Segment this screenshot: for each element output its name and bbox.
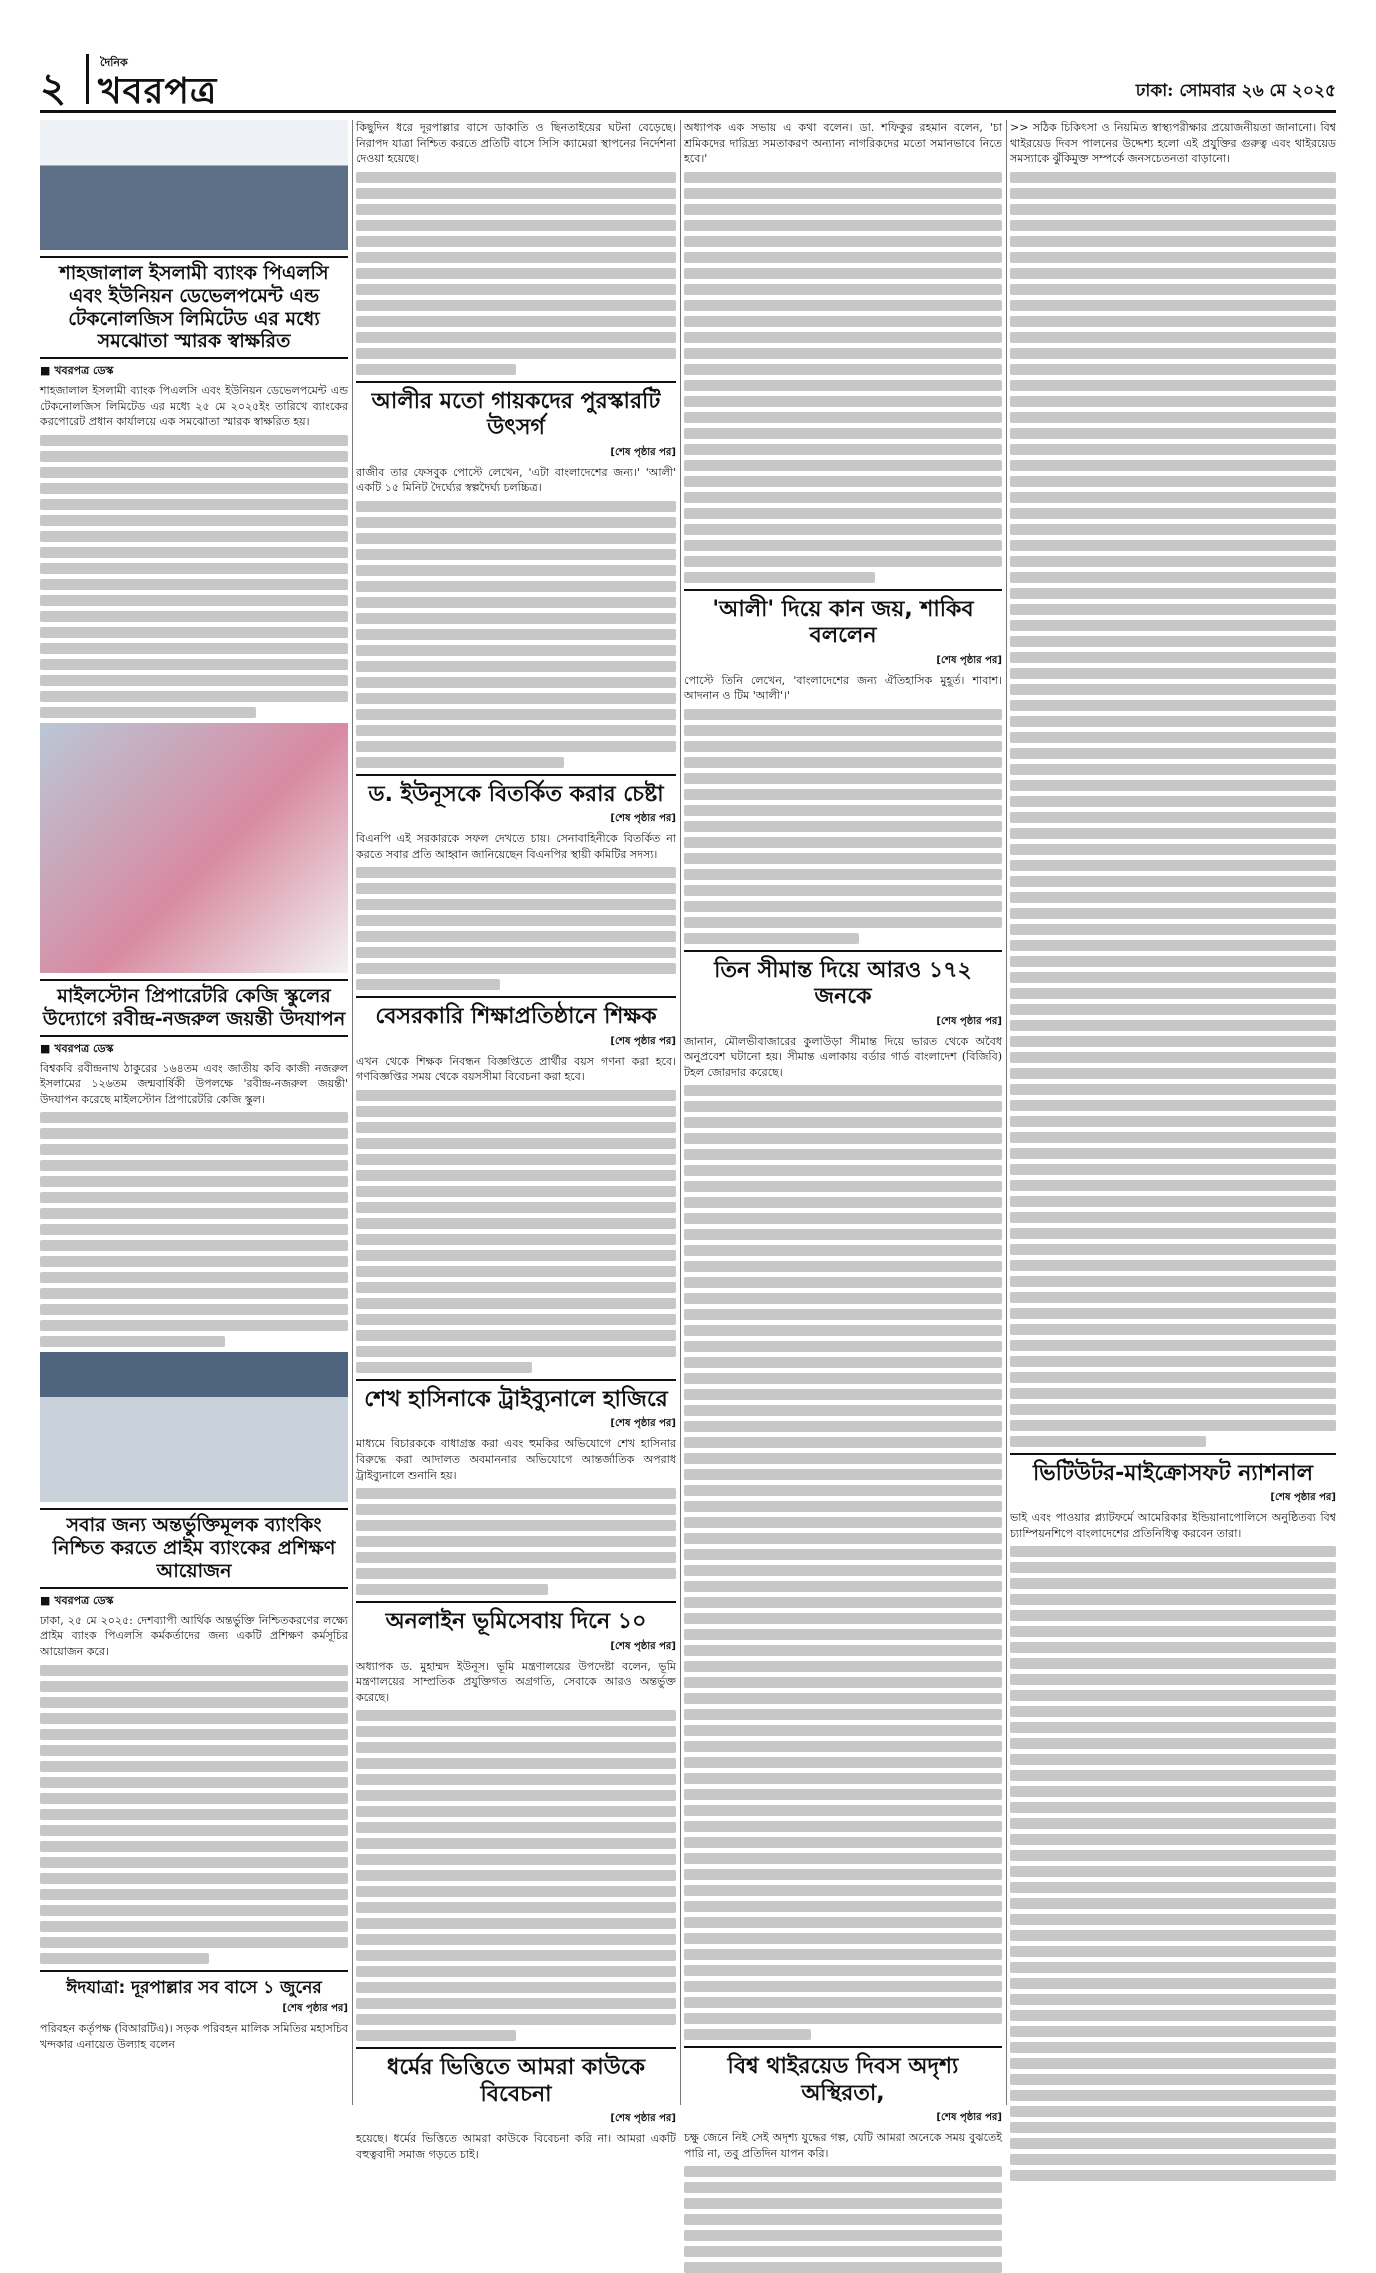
headline: শেখ হাসিনাকে ট্রাইব্যুনালে হাজিরে: [364, 1387, 668, 1413]
column-1: [40, 120, 348, 2105]
article-lead: পোস্টে তিনি লেখেন, 'বাংলাদেশের জন্য ঐতিহাসিক মুহূর্ত। শাবাশ। আদনান ও টিম 'আলী'।': [684, 673, 1002, 703]
section-rule: [684, 2046, 1002, 2048]
continued-label: [শেষ পৃষ্ঠার পর]: [610, 446, 676, 458]
article-lead: মাধ্যমে বিচারককে বাধাগ্রস্ত করা এবং হুমকির অভিযোগে শেখ হাসিনার বিরুদ্ধে করা আদালত অবমাননার অভিযোগে আন্তর্জাতিক অপরাধ ট্রাইব্যুনালে শুনানি হয়।: [356, 1437, 676, 1482]
article-continuation: কিছুদিন ধরে দূরপাল্লার বাসে ডাকাতি ও ছিনতাইয়ের ঘটনা বেড়েছে। নিরাপদ যাত্রা নিশ্চিত করতে প্রতিটি বাসে সিসি ক্যামেরা স্থাপনের নির্দেশনা দেওয়া হয়েছে।: [356, 121, 676, 166]
article-body-lines: [684, 1085, 1002, 2040]
column-3: [684, 120, 1002, 2160]
article-continuation: >> সঠিক চিকিৎসা ও নিয়মিত স্বাস্থ্যপরীক্ষার প্রয়োজনীয়তা জানানো। বিশ্ব থাইরয়েড দিবস পালনের উদ্দেশ্য হলো এই প্রযুক্তির গুরুত্ব এবং থাইরয়েড সমস্যাকে ঝুঁকিমুক্ত সম্পর্কে জনসচেতনতা বাড়ানো।: [1010, 121, 1336, 166]
headline: বেসরকারি শিক্ষাপ্রতিষ্ঠানে শিক্ষক: [375, 1004, 657, 1030]
section-rule: [684, 589, 1002, 591]
article-lead: বিএনপি এই সরকারকে সফল দেখতে চায়। সেনাবাহিনীকে বিতর্কিত না করতে সবার প্রতি আহ্বান জানিয়েছেন বিএনপির স্থায়ী কমিটির সদস্য।: [356, 832, 676, 861]
headline: সবার জন্য অন্তর্ভুক্তিমূলক ব্যাংকিং নিশ্চিত করতে প্রাইম ব্যাংকের প্রশিক্ষণ আয়োজন: [40, 1508, 348, 1588]
byline: ■ খবরপত্র ডেস্ক: [40, 1593, 114, 1607]
continued-label: [শেষ পৃষ্ঠার পর]: [610, 813, 676, 825]
article-body-lines: [684, 2166, 1002, 2273]
section-rule: [40, 1970, 348, 1972]
article-body-lines: [684, 709, 1002, 944]
column-divider: [680, 120, 681, 2105]
headline: 'আলী' দিয়ে কান জয়, শাকিব বললেন: [712, 596, 974, 649]
section-rule: [1010, 1453, 1336, 1455]
article-lead: রাজীব তার ফেসবুক পোস্টে লেখেন, 'এটা বাংলাদেশের জন্য।' 'আলী' একটি ১৫ মিনিট দৈর্ঘ্যের স্বল্পদৈর্ঘ্য চলচ্চিত্র।: [356, 465, 676, 495]
section-rule: [356, 381, 676, 383]
headline: ড. ইউনূসকে বিতর্কিত করার চেষ্টা: [368, 781, 664, 807]
section-rule: [356, 774, 676, 776]
article-lead: পরিবহন কর্তৃপক্ষ (বিআরটিএ)। সড়ক পরিবহন মালিক সমিতির মহাসচিব খন্দকার এনায়েত উল্যাহ বলেন: [40, 2022, 348, 2051]
article-body-lines: [356, 1488, 676, 1595]
brand-logo: খবরপত্র: [98, 70, 218, 112]
article-lead: ভাই এবং পাওয়ার প্ল্যাটফর্মে আমেরিকার ইন্ডিয়ানাপোলিসে অনুষ্ঠিতব্য বিশ্ব চ্যাম্পিয়নশিপে বাংলাদেশের প্রতিনিধিত্ব করবেন তারা।: [1010, 1511, 1336, 1540]
training-session-photo: [40, 1352, 348, 1502]
article-lead: শাহজালাল ইসলামী ব্যাংক পিএলসি এবং ইউনিয়ন ডেভেলপমেন্ট এন্ড টেকনোলজিস লিমিটেড এর মধ্যে ২৫ মে ২০২৫ইং তারিখে ব্যাংকের করপোরেট প্রধান কার্যালয়ে এক সমঝোতা স্মারক স্বাক্ষরিত হয়।: [40, 384, 348, 429]
article-body-lines: [1010, 1546, 1336, 2181]
article-lead: জানান, মৌলভীবাজারের কুলাউড়া সীমান্ত দিয়ে ভারত থেকে অবৈধ অনুপ্রবেশ ঘটানো হয়। সীমান্ত এলাকায় বর্ডার গার্ড বাংলাদেশ (বিজিবি) টহল জোরদার করেছে।: [684, 1034, 1002, 1079]
masthead: [40, 52, 1336, 113]
continued-label: [শেষ পৃষ্ঠার পর]: [936, 2112, 1002, 2124]
headline: শাহজালাল ইসলামী ব্যাংক পিএলসি এবং ইউনিয়ন ডেভেলপমেন্ট এন্ড টেকনোলজিস লিমিটেড এর মধ্যে সমঝোতা স্মারক স্বাক্ষরিত: [40, 256, 348, 359]
mou-signing-photo: [40, 120, 348, 250]
continued-label: [শেষ পৃষ্ঠার পর]: [936, 654, 1002, 666]
column-divider: [352, 120, 353, 2105]
page-number: ২: [40, 64, 67, 111]
brand-prefix: দৈনিক: [100, 56, 128, 69]
article-body-lines: [356, 1090, 676, 1373]
article-body-lines: [356, 172, 676, 375]
article-body-lines: [356, 1710, 676, 2041]
article-continuation: অধ্যাপক এক সভায় এ কথা বলেন। ডা. শফিকুর রহমান বলেন, 'চা শ্রমিকদের দারিদ্র্য সমতাকরণ অন্যান্য নাগরিকদের মতো সমানভাবে নিতে হবে।': [684, 121, 1002, 166]
masthead-divider: [86, 54, 89, 104]
article-lead: ঢাকা, ২৫ মে ২০২৫: দেশব্যাপী আর্থিক অন্তর্ভুক্তি নিশ্চিতকরণের লক্ষ্যে প্রাইম ব্যাংক পিএলসি কর্মকর্তাদের জন্য একটি প্রশিক্ষণ কর্মসূচির আয়োজন করে।: [40, 1613, 348, 1659]
continued-label: [শেষ পৃষ্ঠার পর]: [936, 1015, 1002, 1027]
headline: আলীর মতো গায়কদের পুরস্কারটি উৎসর্গ: [371, 388, 661, 441]
headline: ভিটিউটর-মাইক্রোসফট ন্যাশনাল: [1032, 1460, 1314, 1486]
section-rule: [356, 1379, 676, 1381]
article-lead: অধ্যাপক ড. মুহাম্মদ ইউনূস। ভূমি মন্ত্রণালয়ের উপদেষ্টা বলেন, ভূমি মন্ত্রণালয়ের সাম্প্রতিক প্রযুক্তিগত অগ্রগতি, সেবাকে আরও অন্তর্ভুক্ত করেছে।: [356, 1659, 676, 1704]
school-event-photo: [40, 723, 348, 973]
article-body-lines: [1010, 172, 1336, 1447]
section-rule: [684, 950, 1002, 952]
continued-label: [শেষ পৃষ্ঠার পর]: [610, 1418, 676, 1430]
article-body-lines: [356, 501, 676, 768]
article-body-lines: [40, 1665, 348, 1964]
article-lead: বিশ্বকবি রবীন্দ্রনাথ ঠাকুরের ১৬৪তম এবং জাতীয় কবি কাজী নজরুল ইসলামের ১২৬তম জন্মবার্ষিকী উপলক্ষে 'রবীন্দ্র-নজরুল জয়ন্তী' উদযাপন করেছে মাইলস্টোন প্রিপারেটরি কেজি স্কুল।: [40, 1061, 348, 1106]
article-body-lines: [40, 435, 348, 718]
article-lead: হয়েছে। ধর্মের ভিত্তিতে আমরা কাউকে বিবেচনা করি না। আমরা একটি বহুত্ববাদী সমাজ গড়তে চাই।: [356, 2132, 676, 2161]
column-4: [1010, 120, 1336, 2105]
continued-label: [শেষ পৃষ্ঠার পর]: [1270, 1492, 1336, 1504]
byline: ■ খবরপত্র ডেস্ক: [40, 364, 114, 378]
dateline: ঢাকা: সোমবার ২৬ মে ২০২৫: [1135, 81, 1336, 101]
continued-label: [শেষ পৃষ্ঠার পর]: [610, 1640, 676, 1652]
section-rule: [356, 996, 676, 998]
column-2: [356, 120, 676, 2161]
headline: তিন সীমান্ত দিয়ে আরও ১৭২ জনকে: [714, 957, 972, 1010]
section-rule: [356, 2047, 676, 2049]
article-body-lines: [40, 1112, 348, 1347]
continued-label: [শেষ পৃষ্ঠার পর]: [610, 2113, 676, 2125]
article-body-lines: [684, 172, 1002, 583]
article-lead: চক্ষু জেনে নিই সেই অদৃশ্য যুদ্ধের গল্প, যেটি আমরা অনেকে সময় বুঝতেই পারি না, তবু প্রতিদিন যাপন করি।: [684, 2131, 1002, 2160]
column-divider: [1006, 120, 1007, 2105]
continued-label: [শেষ পৃষ্ঠার পর]: [282, 2003, 348, 2015]
continued-label: [শেষ পৃষ্ঠার পর]: [610, 1035, 676, 1047]
headline: বিশ্ব থাইরয়েড দিবস অদৃশ্য অস্থিরতা,: [727, 2054, 959, 2106]
headline: মাইলস্টোন প্রিপারেটরি কেজি স্কুলের উদ্যোগে রবীন্দ্র-নজরুল জয়ন্তী উদযাপন: [40, 979, 348, 1037]
headline: ধর্মের ভিত্তিতে আমরা কাউকে বিবেচনা: [386, 2055, 646, 2107]
headline: ঈদযাত্রা: দূরপাল্লার সব বাসে ১ জুনের: [66, 1977, 322, 1998]
article-lead: এখন থেকে শিক্ষক নিবন্ধন বিজ্ঞপ্তিতে প্রার্থীর বয়স গণনা করা হবে। গণবিজ্ঞপ্তির সময় থেকে বয়সসীমা বিবেচনা করা হবে।: [356, 1054, 676, 1084]
byline: ■ খবরপত্র ডেস্ক: [40, 1041, 114, 1055]
section-rule: [356, 1601, 676, 1603]
article-body-lines: [356, 867, 676, 990]
headline: অনলাইন ভূমিসেবায় দিনে ১০: [385, 1609, 647, 1635]
